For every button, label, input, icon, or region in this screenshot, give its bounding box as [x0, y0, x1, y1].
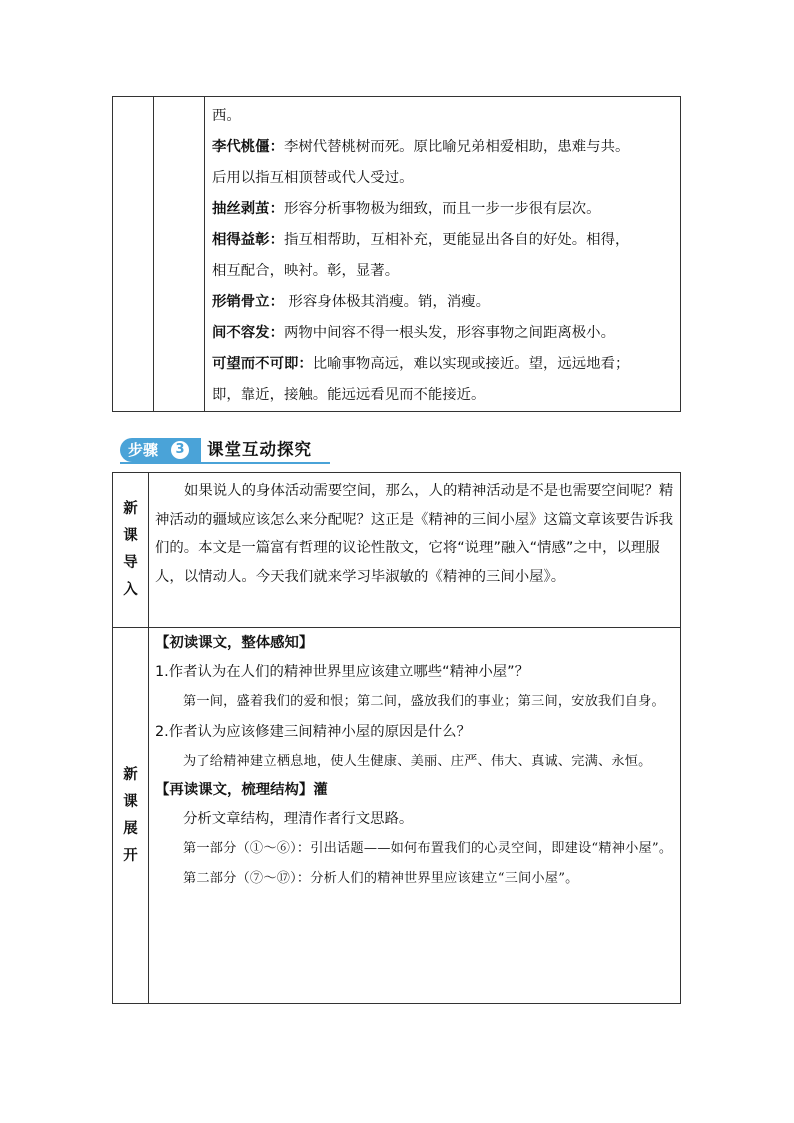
section-heading-structure: 【再读课文，梳理结构】灌: [155, 782, 328, 798]
idiom-definition: 比喻事物高远，难以实现或接近。望，远远地看；: [312, 356, 630, 372]
idiom-term: 李代桃僵：: [212, 139, 284, 155]
vocab-line: [212, 287, 674, 318]
step-number: 3: [171, 441, 189, 459]
section-heading-first-reading: 【初读课文，整体感知】: [155, 635, 314, 651]
vocab-content-cell: [205, 97, 681, 412]
vocab-line: [212, 225, 674, 256]
vocab-line: 西。: [212, 108, 241, 124]
intro-label: 新 课 导 入: [123, 501, 138, 598]
structure-part-1: 第一部分（①～⑥）：引出话题——如何布置我们的心灵空间，即建设“精神小屋”。: [183, 841, 673, 856]
vocab-line: [212, 349, 674, 380]
develop-label: 新 课 展 开: [123, 766, 138, 864]
answer-1: 第一间，盛着我们的爱和恨；第二间，盛放我们的事业；第三间，安放我们自身。: [183, 694, 665, 709]
idiom-term: 相得益彰：: [212, 232, 284, 248]
vocab-line: [212, 132, 674, 163]
develop-label-cell: [113, 628, 149, 1004]
vocab-line: 后用以指互相顶替或代人受过。: [212, 170, 414, 186]
question-2: 2.作者认为应该修建三间精神小屋的原因是什么？: [155, 724, 471, 740]
idiom-definition: 李树代替桃树而死。原比喻兄弟相爱相助，患难与共。: [283, 139, 630, 155]
vocab-line: [212, 194, 674, 225]
vocab-line: [212, 318, 674, 349]
vocab-empty-cell-2: [154, 97, 205, 412]
idiom-term: 可望而不可即：: [212, 356, 313, 372]
step-underline: [120, 462, 330, 464]
structure-part-2: 第二部分（⑦～⑰）：分析人们的精神世界里应该建立“三间小屋”。: [183, 871, 579, 886]
step-badge: [120, 438, 201, 462]
vocab-line: 相互配合，映衬。彰，显著。: [212, 263, 400, 279]
intro-content-cell: [149, 473, 681, 628]
idiom-term: 间不容发：: [212, 325, 284, 341]
question-1: 1.作者认为在人们的精神世界里应该建立哪些“精神小屋”？: [155, 664, 530, 680]
idiom-term: 形销骨立：: [212, 294, 284, 310]
intro-paragraph: 如果说人的身体活动需要空间，那么，人的精神活动是不是也需要空间呢？精神活动的疆域应该怎么来分配呢？这正是《精神的三间小屋》这篇文章该要告诉我们的。本文是一篇富有哲理的议论性散文，它将“说理”融入“情感”之中，以理服人，以情动人。今天我们就来学习毕淑敏的《精神的三间小屋》。: [155, 483, 674, 585]
lesson-table: [112, 472, 681, 1004]
idiom-definition: 两物中间容不得一根头发，形容事物之间距离极小。: [283, 325, 615, 341]
idiom-definition: 指互相帮助，互相补充，更能显出各自的好处。相得，: [283, 232, 630, 248]
idiom-term: 抽丝剥茧：: [212, 201, 284, 217]
answer-2: 为了给精神建立栖息地，使人生健康、美丽、庄严、伟大、真诚、完满、永恒。: [183, 754, 652, 769]
intro-label-cell: [113, 473, 149, 628]
step-title: 课堂互动探究: [207, 440, 312, 459]
structure-intro: 分析文章结构，理清作者行文思路。: [183, 811, 414, 827]
idiom-definition: 形容分析事物极为细致，而且一步一步很有层次。: [283, 201, 601, 217]
vocab-line: 即，靠近，接触。能远远看见而不能接近。: [212, 387, 486, 403]
develop-content-cell: [149, 628, 681, 1004]
step-label: 步骤: [128, 441, 159, 459]
idiom-definition: 形容身体极其消瘦。销，消瘦。: [283, 294, 491, 310]
vocab-empty-cell-1: [113, 97, 154, 412]
vocabulary-table: [112, 96, 681, 412]
